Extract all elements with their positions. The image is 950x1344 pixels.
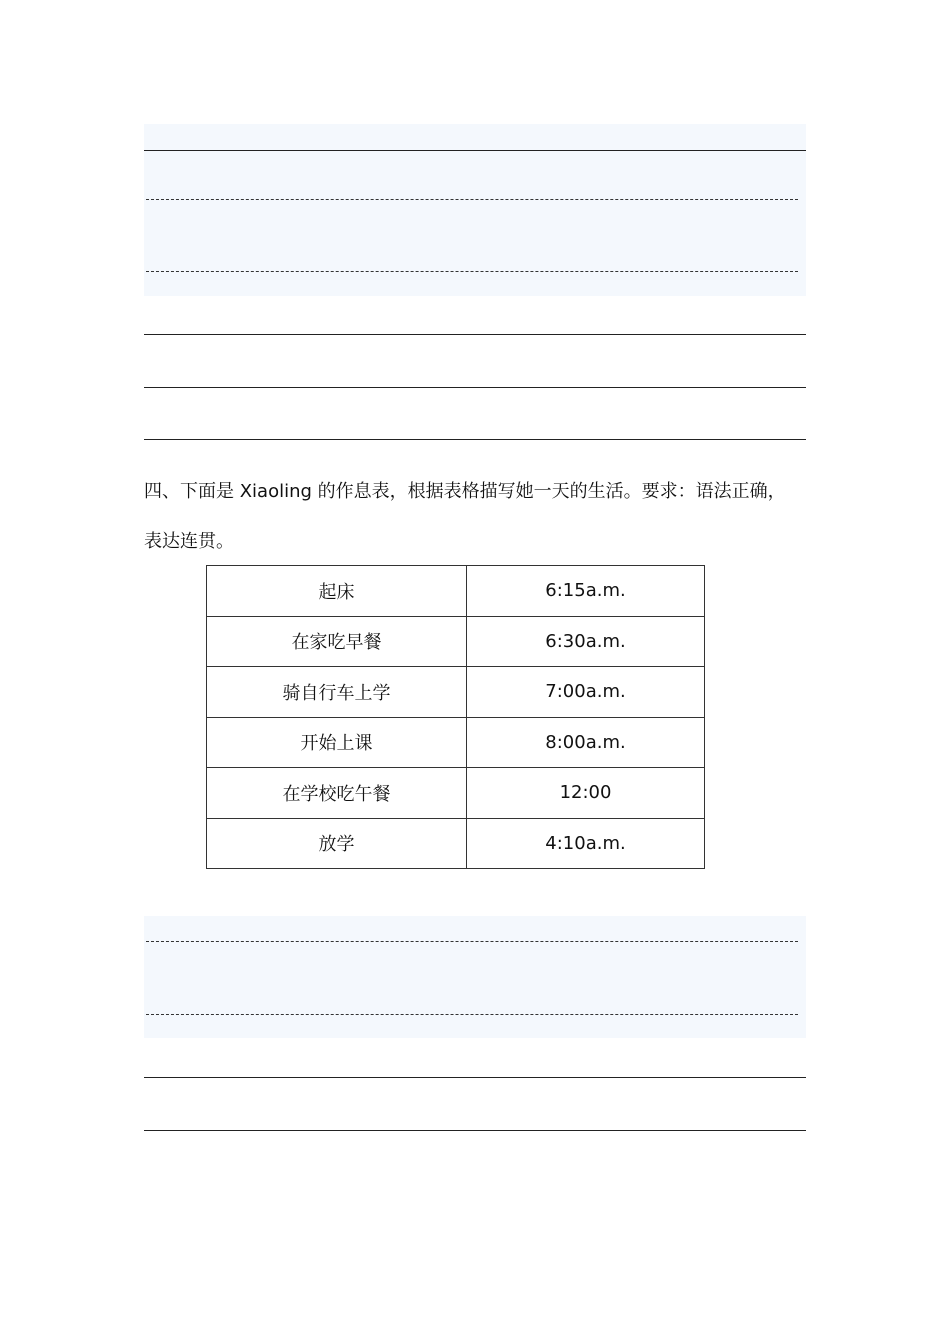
writing-line — [144, 439, 806, 440]
time-cell: 8:00a.m. — [467, 717, 705, 768]
table-row — [207, 717, 705, 768]
writing-guide-dashed — [146, 941, 798, 942]
table-row — [207, 566, 705, 617]
schedule-table — [206, 565, 705, 869]
time-cell: 6:15a.m. — [467, 566, 705, 617]
writing-line — [144, 1077, 806, 1078]
question-text-line-1: 四、下面是 Xiaoling 的作息表，根据表格描写她一天的生活。要求：语法正确， — [144, 481, 786, 502]
writing-line — [144, 1130, 806, 1131]
activity-cell: 在学校吃午餐 — [207, 768, 467, 819]
activity-cell: 开始上课 — [207, 717, 467, 768]
writing-guide-dashed — [146, 199, 798, 200]
time-cell: 12:00 — [467, 768, 705, 819]
table-row — [207, 768, 705, 819]
activity-cell: 起床 — [207, 566, 467, 617]
writing-line — [144, 387, 806, 388]
table-row — [207, 616, 705, 667]
writing-guide-dashed — [146, 1014, 798, 1015]
writing-line — [144, 334, 806, 335]
writing-guide-dashed — [146, 271, 798, 272]
activity-cell: 在家吃早餐 — [207, 616, 467, 667]
table-row — [207, 818, 705, 869]
table-row — [207, 667, 705, 718]
question-text-line-2: 表达连贯。 — [144, 531, 234, 552]
time-cell: 7:00a.m. — [467, 667, 705, 718]
time-cell: 4:10a.m. — [467, 818, 705, 869]
writing-area-shaded-bottom — [144, 916, 806, 1038]
activity-cell: 放学 — [207, 818, 467, 869]
activity-cell: 骑自行车上学 — [207, 667, 467, 718]
writing-line — [144, 150, 806, 151]
time-cell: 6:30a.m. — [467, 616, 705, 667]
